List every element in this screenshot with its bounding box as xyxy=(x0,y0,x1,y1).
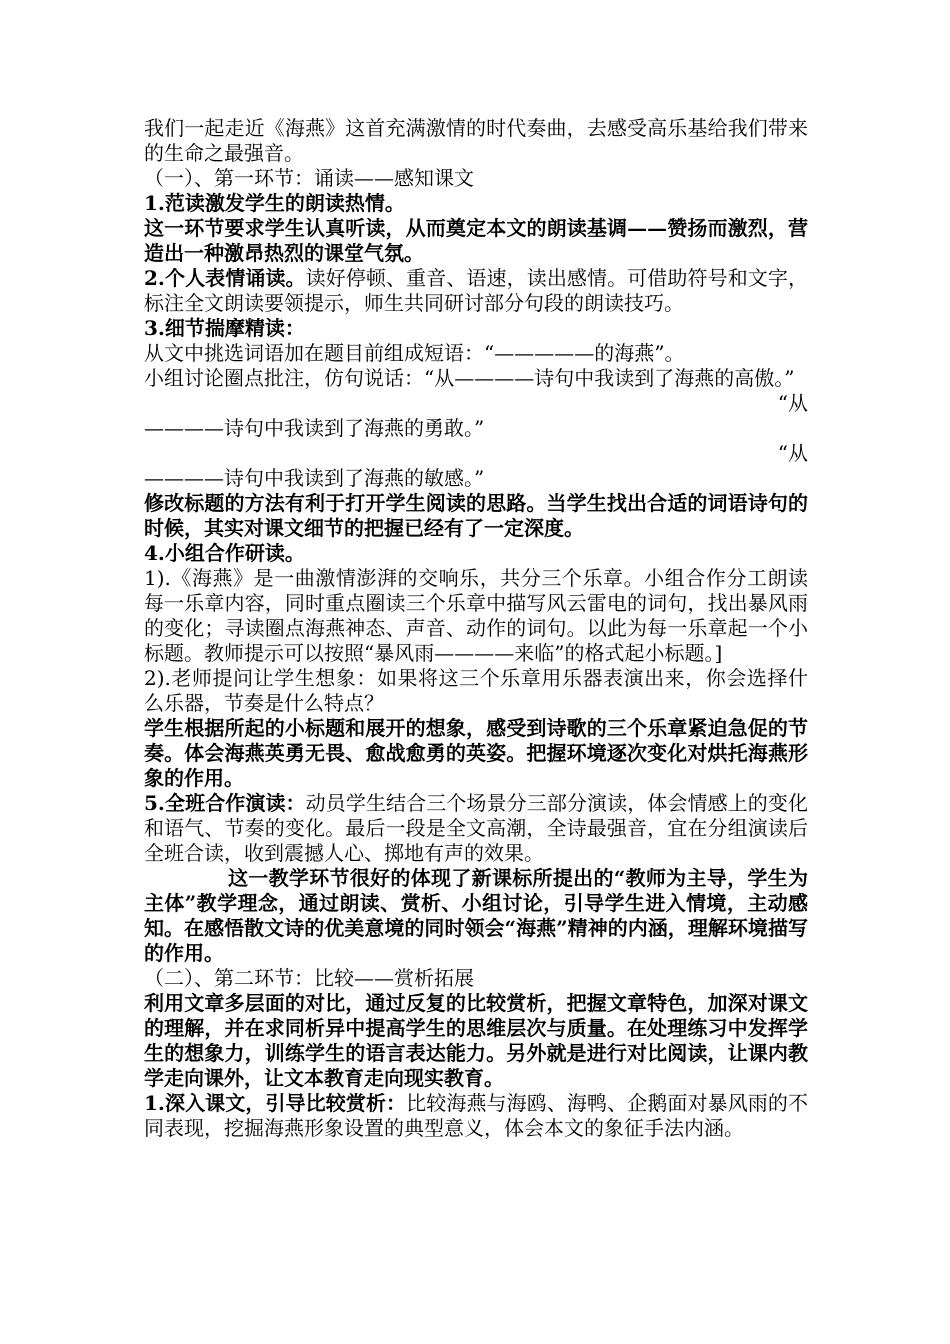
step-5-body: 动员学生结合三个场景分三部分演读，体会情感上的变化和语气、节奏的变化。最后一段是全文高潮，全诗最强音，宜在分组演读后全班合读，收到震撼人心、掷地有声的效果。 xyxy=(144,791,808,865)
step-5-heading: 5.全班合作演读： xyxy=(144,791,306,815)
step-1-heading: 1.范读激发学生的朗读热情。 xyxy=(144,191,405,215)
step-1-body: 这一环节要求学生认真听读，从而奠定本文的朗读基调——赞扬而激烈，营造出一种激昂热烈的课堂气氛。 xyxy=(144,216,808,265)
section-2-step-1-heading: 1.深入课文，引导比较赏析： xyxy=(144,1091,407,1115)
section-2-step-1-paragraph xyxy=(144,1091,808,1141)
section-1-title: （一）、第一环节：诵读——感知课文 xyxy=(144,166,474,190)
step-4-item-2: 2).老师提问让学生想象：如果将这三个乐章用乐器表演出来，你会选择什么乐器，节奏是什么特点？ xyxy=(144,666,808,715)
step-3-line-2: 小组讨论圈点批注，仿句说话：“从————诗句中我读到了海燕的高傲。” xyxy=(144,366,795,390)
document-page xyxy=(144,116,808,1141)
section-2-step-1-body: 比较海燕与海鸥、海鸭、企鹅面对暴风雨的不同表现，挖掘海燕形象设置的典型意义，体会本文的象征手法内涵。 xyxy=(144,1091,809,1140)
step-2-body: 读好停顿、重音、语速，读出感情。可借助符号和文字，标注全文朗读要领提示，师生共同研讨部分句段的朗读技巧。 xyxy=(144,266,808,315)
step-2-heading: 2.个人表情诵读。 xyxy=(144,266,306,290)
intro-paragraph: 我们一起走近《海燕》这首充满激情的时代奏曲，去感受高乐基给我们带来的生命之最强音。 xyxy=(144,116,808,165)
section-2-bold-intro: 利用文章多层面的对比，通过反复的比较赏析，把握文章特色，加深对课文的理解，并在求同析异中提高学生的思维层次与质量。在处理练习中发挥学生的想象力，训练学生的语言表达能力。另外就是进行对比阅读，让课内教学走向课外，让文本教育走向现实教育。 xyxy=(144,991,808,1090)
step-2-paragraph xyxy=(144,266,808,316)
step-4-bold-note: 学生根据所起的小标题和展开的想象，感受到诗歌的三个乐章紧迫急促的节奏。体会海燕英勇无畏、愈战愈勇的英姿。把握环境逐次变化对烘托海燕形象的作用。 xyxy=(144,716,808,790)
step-3-line-3-text: ————诗句中我读到了海燕的勇敢。” xyxy=(144,416,485,440)
step-3-line-4-quote: “从 xyxy=(777,441,808,465)
step-3-line-1: 从文中挑选词语加在题目前组成短语：“—————的海燕”。 xyxy=(144,341,685,365)
step-3-bold-note: 修改标题的方法有利于打开学生阅读的思路。当学生找出合适的词语诗句的时候，其实对课文细节的把握已经有了一定深度。 xyxy=(144,491,808,540)
step-3-line-3-quote: “从 xyxy=(777,391,808,415)
step-3-heading: 3.细节揣摩精读： xyxy=(144,316,305,340)
step-3-line-4-text: ————诗句中我读到了海燕的敏感。” xyxy=(144,466,485,490)
step-4-item-1: 1).《海燕》是一曲激情澎湃的交响乐，共分三个乐章。小组合作分工朗读每一乐章内容，同时重点圈读三个乐章中描写风云雷电的词句，找出暴风雨的变化；寻读圈点海燕神态、声音、动作的词句。以此为每一乐章起一个小标题。教师提示可以按照“暴风雨————来临”的格式起小标题。] xyxy=(144,566,808,665)
summary-paragraph: 这一教学环节很好的体现了新课标所提出的“教师为主导，学生为主体”教学理念，通过朗读、赏析、小组讨论，引导学生进入情境，主动感知。在感悟散文诗的优美意境的同时领会“海燕”精神的内涵，理解环境描写的作用。 xyxy=(144,866,808,965)
step-4-heading: 4.小组合作研读。 xyxy=(144,541,305,565)
section-2-title: （二）、第二环节：比较——赏析拓展 xyxy=(144,966,474,990)
step-5-paragraph xyxy=(144,791,808,866)
